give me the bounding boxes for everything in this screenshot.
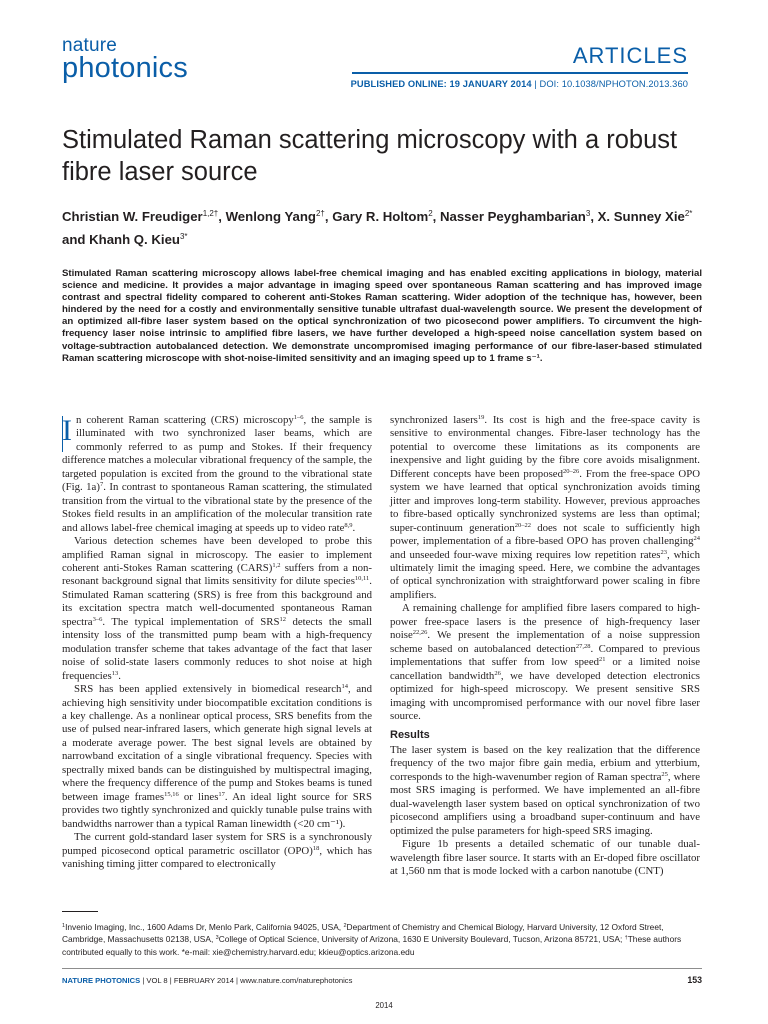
author-list [62, 205, 702, 251]
body-paragraph [390, 838, 700, 878]
journal-logo-line1: nature [62, 35, 118, 56]
abstract: Stimulated Raman scattering microscopy allows label-free chemical imaging and has enabled exciting applications in biology, material science and medicine. It provides a major advantage in imaging speed over spontaneous Raman scattering and has improved image contrast and spectral fidelity compared to coherent anti-Stokes Raman scattering. Wider adoption of the technique has, however, been hindered by the need for a costly and environmentally sensitive tunable ultrafast dual-wavelength source. We present the development of an optimized all-fibre laser system based on the optical synchronization of two picosecond power amplifiers. To circumvent the high-frequency laser noise intrinsic to amplified fibre lasers, we have further developed a high-speed noise cancellation system based on voltage-subtraction autobalanced detection. We demonstrate uncompromised imaging performance of our fibre-laser-based stimulated Raman scattering microscope with shot-noise-limited sensitivity and an imaging speed up to 1 frame s⁻¹. [62, 268, 702, 364]
author-name: Christian W. Freudiger [62, 209, 203, 224]
body-paragraph [62, 414, 372, 535]
citation-superscript: 23 [660, 548, 668, 556]
author-separator: , [218, 209, 226, 224]
text-run: . An ideal light source for SRS provides two tightly synchronized and quickly tunable pulse trains with bandwidths narrower than a typical Raman linewidth (<20 cm⁻¹). [62, 790, 372, 830]
footnote-rule [62, 911, 98, 912]
text-run: Various detection schemes have been developed to probe this amplified Raman signal in microscopy. The easier to implement coherent anti-Stokes Raman scattering (CARS) [62, 535, 372, 574]
text-run: suffers from a non-resonant background signal that limits sensitivity for dilute species [62, 561, 372, 588]
affiliations-footnote [62, 921, 702, 958]
text-run: , where most SRS imaging is performed. We have implemented an all-fibre dual-wavelength laser system based on optical synchronization of two picosecond amplifiers using a broadband super-continuum and have optimized the pulse parameters for high-speed SRS imaging. [390, 770, 700, 837]
citation-superscript: 14 [341, 683, 348, 691]
body-paragraph [62, 831, 372, 871]
citation-superscript: 13 [111, 669, 119, 677]
citation-superscript: 3 [215, 935, 219, 942]
text-run: . [118, 669, 121, 682]
text-run: and unseeded four-wave mixing requires low repetition rates [390, 548, 661, 561]
text-run: . Its cost is high and the free-space cavity is sensitive to environmental changes. Fibre-laser technology has the potential to overcome these limitations as its components are inexpensive and light guiding by the fibre core avoids misalignment. Different concepts have been proposed [390, 414, 700, 480]
right-paragraphs [390, 414, 700, 723]
citation-superscript: 27,28 [575, 642, 591, 650]
body-paragraph [390, 602, 700, 723]
text-run: College of Optical Science, University of Arizona, 1630 E University Boulevard, Tucson, Arizona 85721, USA; [218, 934, 625, 945]
author-separator: and [62, 232, 90, 247]
citation-superscript: 1–6 [293, 414, 304, 421]
author-separator: , [432, 209, 440, 224]
footer-details: | VOL 8 | FEBRUARY 2014 | www.nature.com/naturephotonics [140, 976, 353, 985]
author-separator: , [324, 209, 333, 224]
page-number: 153 [687, 975, 702, 985]
text-run: or a limited noise cancellation bandwidth [390, 656, 700, 682]
footer-rule [62, 968, 702, 969]
pub-separator: | [534, 79, 537, 89]
author-name: Gary R. Holtom [332, 209, 429, 224]
author-name: Nasser Peyghambarian [439, 209, 586, 224]
text-run: . In contrast to spontaneous Raman scattering, the stimulated transition from the virtual to the vibrational state by the presence of the Stokes field results in an amplification of the molecular transition rate and allows label-free chemical imaging at speeds up to video rate [62, 481, 372, 534]
author-separator: , [590, 209, 598, 224]
year-stamp: 2014 [375, 1001, 393, 1010]
journal-logo-line2: photonics [62, 52, 188, 84]
text-run: . Compared to previous implementations that suffer from low speed [390, 642, 700, 669]
drop-cap-letter: I [62, 414, 72, 447]
author-name: X. Sunney Xie [597, 209, 685, 224]
journal-logo [62, 36, 188, 83]
body-paragraph [62, 535, 372, 683]
text-run: Figure 1b presents a detailed schematic of our tunable dual-wavelength fibre laser source. It starts with an Er-doped fibre oscillator at 1,560 nm that is mode locked with a carbon nanotube (CNT) [390, 838, 700, 877]
citation-superscript: 17 [218, 790, 225, 798]
text-run: . Stimulated Raman scattering (SRS) is free from this background and its excitation spectra match well-documented spontaneous Raman spectra [62, 575, 372, 628]
body-paragraph [390, 414, 700, 602]
text-run: n coherent Raman scattering (CRS) microscopy [76, 414, 294, 426]
text-run: , we have developed detection electronics optimized for high-speed microscopy. We present sensitive SRS imaging with uncompromised performance with our novel fibre laser source. [390, 669, 701, 722]
author-affiliation-marker: 3 [585, 209, 591, 218]
author-name: Khanh Q. Kieu [89, 232, 180, 247]
text-run: or lines [178, 790, 219, 803]
citation-superscript: † [624, 935, 628, 942]
footer-journal: NATURE PHOTONICS [62, 976, 141, 985]
running-footer [62, 976, 352, 985]
text-run: , which ultimately limit the imaging speed. Here, we combine the advantages of optical synchronization with straightforward power scaling in fibre amplifiers. [390, 548, 700, 601]
text-run: . The typical implementation of SRS [102, 615, 280, 628]
citation-superscript: 24 [693, 535, 700, 543]
text-run: , and achieving high sensitivity under biocompatible excitation conditions is a key challenge. As a nonlinear optical process, SRS benefits from the use of pulsed near-infrared lasers, which generate high signal levels at a moderate average power. The best signal levels are obtained by narrowband excitation of a single vibrational frequency. Species with spectrally mixed bands can be distinguished by multispectral imaging, where the frequency difference of the pump and Stokes beams is tuned between image frames [62, 683, 372, 803]
text-run: A remaining challenge for amplified fibre lasers compared to high-power free-space lasers is the presence of high-frequency laser noise [390, 602, 700, 642]
text-run: Invenio Imaging, Inc., 1600 Adams Dr, Menlo Park, California 94025, USA, [65, 922, 344, 932]
text-run: . From the free-space OPO system we have learned that optical synchronization avoids timing jitter and improves long-term stability. However, previous approaches to fibre-based optically synchronized systems are less than optimal; super-continuum generation [390, 467, 700, 534]
citation-superscript: 2 [343, 923, 347, 929]
author-affiliation-marker: 2† [315, 209, 325, 218]
body-column-left [62, 414, 372, 871]
results-heading: Results [390, 729, 430, 742]
citation-superscript: 26 [494, 669, 501, 677]
published-date: PUBLISHED ONLINE: 19 JANUARY 2014 [350, 79, 532, 89]
author-affiliation-marker: 1,2† [202, 209, 219, 218]
text-run: The laser system is based on the key realization that the difference frequency of the two major fibre gain media, erbium and ytterbium, corresponds to the high-wavenumber region of Raman spectra [390, 743, 700, 783]
text-run: SRS has been applied extensively in biomedical research [74, 683, 342, 696]
citation-superscript: 22,26 [412, 629, 428, 637]
citation-superscript: 20–26 [563, 467, 580, 475]
body-paragraph [62, 683, 372, 831]
citation-superscript: 8,9 [344, 521, 353, 529]
text-run: These authors contributed equally to this work. *e-mail: xie@chemistry.harvard.edu; kkieu@optics.arizona.edu [62, 934, 682, 957]
citation-superscript: 21 [599, 656, 606, 664]
article-title: Stimulated Raman scattering microscopy with a robust fibre laser source [62, 126, 678, 186]
section-label: ARTICLES [572, 43, 688, 68]
citation-superscript: 3–6 [92, 615, 103, 623]
text-run: does not scale to sufficiently high power, implementation of a fibre-based OPO has proven challenging [390, 521, 700, 548]
section-rule [352, 72, 688, 74]
author-affiliation-marker: 3* [179, 232, 188, 241]
text-run: , which has vanishing timing jitter compared to electronically [62, 844, 372, 870]
text-run: Department of Chemistry and Chemical Biology, Harvard University, 12 Oxford Street, Cambridge, Massachusetts 02138, USA, [62, 922, 664, 945]
author-affiliation-marker: 2 [428, 209, 433, 218]
publication-line [351, 79, 688, 89]
citation-superscript: 25 [661, 770, 668, 778]
citation-superscript: 1,2 [272, 561, 281, 569]
citation-superscript: 7 [99, 481, 104, 489]
text-run: , the sample is illuminated with two synchronized laser beams, which are commonly referred to as pump and Stokes. If their frequency difference matches a molecular vibrational frequency of the sample, the targeted population is excited from the ground to the vibrational state (Fig. 1a) [62, 414, 372, 494]
text-run: synchronized lasers [390, 414, 478, 426]
citation-superscript: 19 [477, 414, 485, 421]
text-run: detects the small intensity loss of the transmitted pump beam with a high-frequency modulation transfer scheme that takes advantage of the fact that laser noise of solid-state lasers commonly reduces to shot noise at high frequencies [62, 615, 372, 682]
body-column-right [390, 414, 700, 878]
drop-cap [62, 416, 73, 452]
citation-superscript: 12 [279, 615, 286, 623]
left-paragraphs [62, 414, 372, 871]
citation-superscript: 10,11 [354, 575, 370, 583]
author-affiliation-marker: 2* [684, 209, 693, 218]
doi: DOI: 10.1038/NPHOTON.2013.360 [539, 79, 688, 89]
citation-superscript: 18 [312, 844, 320, 852]
citation-superscript: 20–22 [514, 521, 531, 529]
text-run: . We present the implementation of a noise suppression scheme based on autobalanced detection [390, 629, 700, 655]
results-paragraphs [390, 744, 700, 879]
body-paragraph [390, 744, 700, 838]
citation-superscript: 15,16 [164, 790, 179, 798]
citation-superscript: 1 [62, 923, 66, 929]
author-name: Wenlong Yang [225, 209, 316, 224]
text-run: The current gold-standard laser system for SRS is a synchronously pumped picosecond optical parametric oscillator (OPO) [62, 831, 372, 857]
text-run: . [352, 521, 356, 534]
